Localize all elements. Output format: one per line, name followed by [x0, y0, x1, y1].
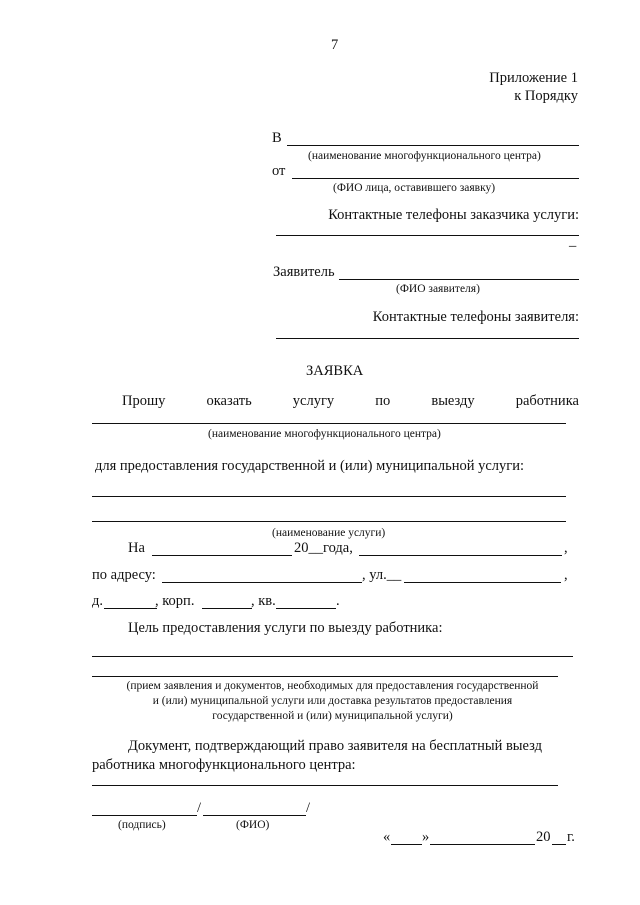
document-text-line-1: Документ, подтверждающий право заявителя на бесплатный выезд	[128, 738, 543, 754]
name-line[interactable]	[203, 815, 306, 816]
flat-line[interactable]	[276, 608, 336, 609]
from-caption: (ФИО лица, оставившего заявку)	[333, 182, 496, 194]
appendix-line-1: Приложение 1	[489, 70, 578, 86]
sign-caption: (подпись)	[118, 819, 166, 831]
customer-phones-label: Контактные телефоны заказчика услуги:	[328, 207, 579, 223]
applicant-label: Заявитель	[273, 264, 335, 280]
customer-phones-line[interactable]	[276, 235, 579, 236]
signature-slash-2: /	[306, 800, 311, 816]
date-day-line[interactable]	[152, 555, 292, 556]
request-word: Прошу	[122, 393, 166, 409]
flat-label: , кв.	[251, 593, 276, 609]
document-title: ЗАЯВКА	[306, 363, 364, 379]
document-text-1	[128, 738, 579, 755]
applicant-caption: (ФИО заявителя)	[396, 283, 480, 295]
request-word: по	[375, 393, 391, 409]
purpose-text: для предоставления государственной и (или) муниципальной услуги:	[95, 458, 525, 474]
from-field-line[interactable]	[292, 178, 579, 179]
appendix-line-2: к Порядку	[514, 88, 578, 104]
address-prefix: по адресу:	[92, 567, 156, 583]
to-field-line[interactable]	[287, 145, 579, 146]
to-label: В	[272, 130, 282, 146]
document-line[interactable]	[92, 785, 558, 786]
building-line[interactable]	[202, 608, 252, 609]
footer-month-line[interactable]	[430, 844, 535, 845]
footer-year-suffix: г.	[567, 829, 575, 845]
date-close-quote: »	[422, 829, 430, 845]
request-word: работника	[515, 393, 579, 409]
service-line-2[interactable]	[92, 521, 566, 522]
request-word: выезду	[431, 393, 475, 409]
date-year: 20__года,	[294, 540, 353, 556]
goal-caption-2: и (или) муниципальной услуги или доставка результатов предоставления	[152, 695, 513, 707]
mfc-caption: (наименование многофункционального центра)	[208, 428, 441, 440]
applicant-phones-line[interactable]	[276, 338, 579, 339]
mfc-name-line[interactable]	[92, 423, 566, 424]
goal-line-2[interactable]	[92, 676, 558, 677]
goal-line-1[interactable]	[92, 656, 573, 657]
goal-caption-1: (прием заявления и документов, необходимых для предоставления государственной	[126, 680, 539, 692]
footer-year-line[interactable]	[552, 844, 566, 845]
goal-caption-3: государственной и (или) муниципальной услуги)	[212, 710, 453, 722]
signature-slash-1: /	[197, 800, 202, 816]
footer-day-line[interactable]	[391, 844, 422, 845]
request-word: оказать	[206, 393, 252, 409]
footer-year: 20	[536, 829, 551, 845]
request-word: услугу	[292, 393, 335, 409]
applicant-field-line[interactable]	[339, 279, 579, 280]
building-label: , корп.	[155, 593, 195, 609]
date-prefix: На	[128, 540, 145, 556]
dash-mark: –	[569, 238, 577, 254]
house-label: д.	[92, 593, 104, 609]
date-time-line[interactable]	[359, 555, 562, 556]
address-street: , ул.__	[362, 567, 402, 583]
from-label: от	[272, 163, 286, 179]
name-caption: (ФИО)	[236, 819, 270, 831]
address-street-line[interactable]	[404, 582, 561, 583]
signature-line[interactable]	[92, 815, 197, 816]
goal-text: Цель предоставления услуги по выезду работника:	[128, 620, 443, 636]
service-line-1[interactable]	[92, 496, 566, 497]
house-line[interactable]	[104, 608, 157, 609]
date-open-quote: «	[383, 829, 391, 845]
address-comma: ,	[564, 567, 568, 583]
document-text-2: работника многофункционального центра:	[92, 757, 356, 773]
address-city-line[interactable]	[162, 582, 362, 583]
service-caption: (наименование услуги)	[272, 527, 386, 539]
applicant-phones-label: Контактные телефоны заявителя:	[372, 309, 579, 325]
date-comma: ,	[564, 540, 568, 556]
to-caption: (наименование многофункционального центра)	[308, 150, 541, 162]
request-row	[122, 393, 579, 410]
house-dot: .	[336, 593, 340, 609]
page-number: 7	[331, 37, 339, 53]
